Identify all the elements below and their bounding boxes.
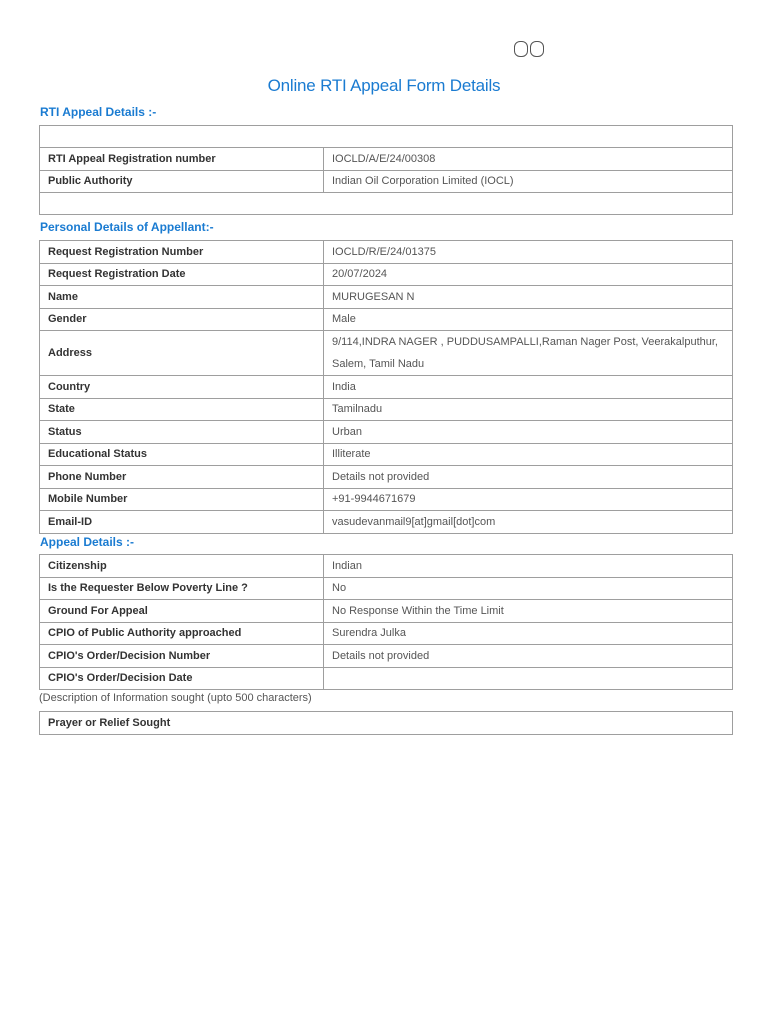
blank-cell — [40, 126, 733, 148]
row-label: Educational Status — [40, 443, 324, 466]
rti-appeal-table — [39, 125, 733, 215]
row-value: IOCLD/R/E/24/01375 — [324, 241, 733, 264]
table-row — [40, 488, 733, 511]
row-label: Ground For Appeal — [40, 600, 324, 623]
row-label: Country — [40, 376, 324, 399]
row-value: No — [324, 577, 733, 600]
row-value: vasudevanmail9[at]gmail[dot]com — [324, 511, 733, 534]
row-label: Citizenship — [40, 555, 324, 578]
table-row — [40, 263, 733, 286]
row-label: Name — [40, 286, 324, 309]
row-value: Indian Oil Corporation Limited (IOCL) — [324, 170, 733, 193]
row-value: No Response Within the Time Limit — [324, 600, 733, 623]
row-label: CPIO's Order/Decision Number — [40, 645, 324, 668]
table-row — [40, 667, 733, 690]
prayer-table — [39, 711, 733, 735]
row-value: Male — [324, 308, 733, 331]
table-row — [40, 331, 733, 376]
table-row — [40, 241, 733, 264]
row-label: Mobile Number — [40, 488, 324, 511]
row-label: CPIO of Public Authority approached — [40, 622, 324, 645]
row-label: State — [40, 398, 324, 421]
row-label: Request Registration Number — [40, 241, 324, 264]
table-row — [40, 555, 733, 578]
personal-details-table — [39, 240, 733, 534]
row-value: Details not provided — [324, 645, 733, 668]
row-label: CPIO's Order/Decision Date — [40, 667, 324, 690]
table-row — [40, 308, 733, 331]
row-value — [323, 712, 733, 735]
row-value: +91-9944671679 — [324, 488, 733, 511]
row-label: Prayer or Relief Sought — [40, 712, 324, 735]
row-value: India — [324, 376, 733, 399]
table-row — [40, 645, 733, 668]
table-row — [40, 511, 733, 534]
section-heading-rti-appeal: RTI Appeal Details :- — [40, 105, 157, 119]
rounded-box-icon — [514, 41, 528, 57]
row-label: Email-ID — [40, 511, 324, 534]
header-icons — [514, 41, 544, 57]
row-value: Urban — [324, 421, 733, 444]
appeal-details-table — [39, 554, 733, 690]
table-row — [40, 398, 733, 421]
rounded-box-icon — [530, 41, 544, 57]
table-row — [40, 622, 733, 645]
row-label: Status — [40, 421, 324, 444]
row-value: IOCLD/A/E/24/00308 — [324, 148, 733, 171]
description-note: (Description of Information sought (upto 500 characters) — [39, 692, 312, 704]
row-value: Tamilnadu — [324, 398, 733, 421]
table-row — [40, 466, 733, 489]
row-label: Public Authority — [40, 170, 324, 193]
page-title: Online RTI Appeal Form Details — [267, 76, 501, 95]
table-row — [40, 443, 733, 466]
table-row — [40, 170, 733, 193]
row-value: Details not provided — [324, 466, 733, 489]
section-heading-appeal: Appeal Details :- — [40, 535, 135, 549]
section-heading-personal: Personal Details of Appellant:- — [40, 220, 214, 234]
blank-cell — [40, 193, 733, 215]
row-value: 9/114,INDRA NAGER , PUDDUSAMPALLI,Raman Nager Post, Veerakalputhur, Salem, Tamil Nadu — [324, 331, 733, 376]
table-row — [40, 286, 733, 309]
row-label: Request Registration Date — [40, 263, 324, 286]
row-value: Illiterate — [324, 443, 733, 466]
row-label: Is the Requester Below Poverty Line ? — [40, 577, 324, 600]
table-row — [40, 376, 733, 399]
row-value — [324, 667, 733, 690]
table-row — [40, 712, 733, 735]
table-row — [40, 577, 733, 600]
row-label: Address — [40, 331, 324, 376]
table-row — [40, 421, 733, 444]
table-row — [40, 148, 733, 171]
row-label: RTI Appeal Registration number — [40, 148, 324, 171]
table-row — [40, 193, 733, 215]
row-label: Phone Number — [40, 466, 324, 489]
row-value: Indian — [324, 555, 733, 578]
row-label: Gender — [40, 308, 324, 331]
row-value: MURUGESAN N — [324, 286, 733, 309]
table-row — [40, 126, 733, 148]
row-value: 20/07/2024 — [324, 263, 733, 286]
table-row — [40, 600, 733, 623]
row-value: Surendra Julka — [324, 622, 733, 645]
